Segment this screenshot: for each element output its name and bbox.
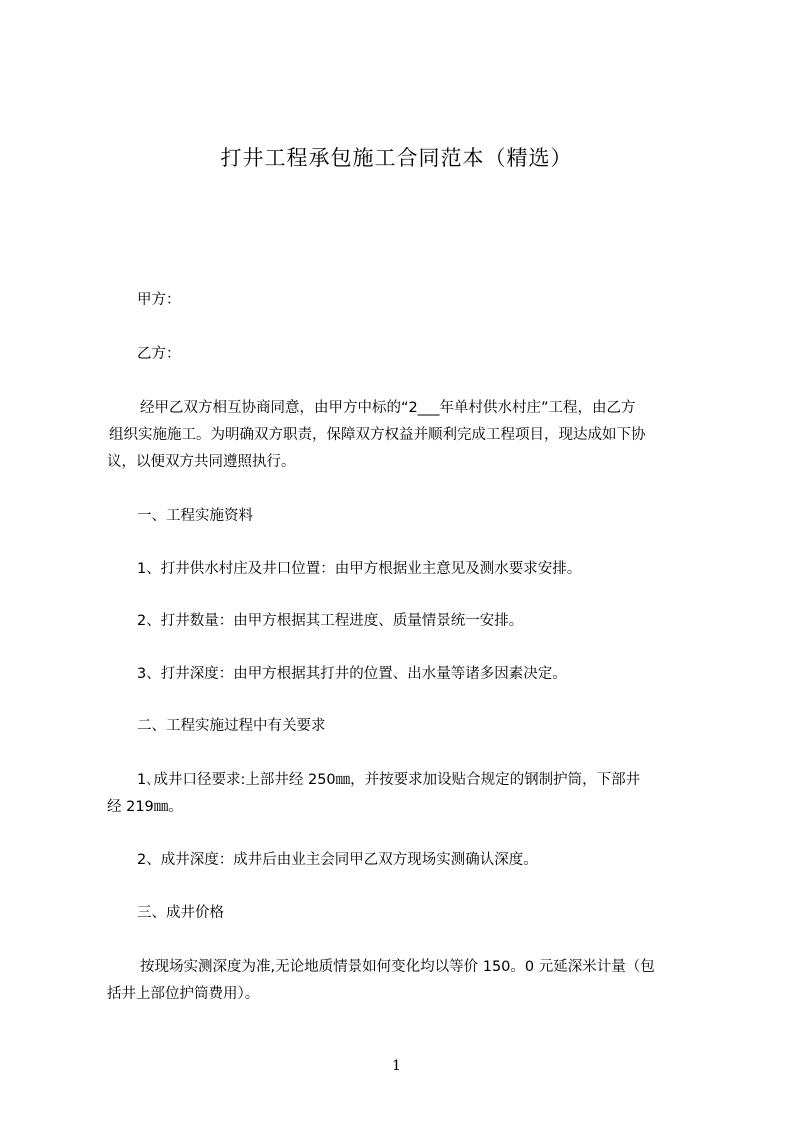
section-2-heading: 二、工程实施过程中有关要求	[137, 718, 326, 734]
document-title: 打井工程承包施工合同范本（精选）	[220, 146, 573, 170]
section-3-item-1-line-2: 括井上部位护筒费用）。	[107, 986, 260, 1002]
section-3-item-1-line-1: 按现场实测深度为准,无论地质情景如何变化均以等价 150。0 元延深米计量（包	[140, 959, 655, 975]
intro-paragraph-line-3: 议，以便双方共同遵照执行。	[107, 454, 296, 470]
section-1-item-2: 2、打井数量：由甲方根据其工程进度、质量情景统一安排。	[137, 613, 524, 629]
section-2-item-1-line-1: 1､成井口径要求:上部井经 250㎜，并按要求加设贴合规定的钢制护筒，下部井	[137, 772, 641, 788]
party-b-label: 乙方：	[137, 346, 181, 362]
section-2-item-2: 2、成井深度：成井后由业主会同甲乙双方现场实测确认深度。	[137, 852, 538, 868]
page-number: 1	[392, 1058, 401, 1074]
party-a-label: 甲方：	[137, 292, 181, 308]
section-2-item-1-line-2: 经 219㎜。	[107, 799, 183, 815]
section-3-heading: 三、成井价格	[137, 905, 224, 921]
section-1-item-3: 3、打井深度：由甲方根据其打井的位置、出水量等诸多因素决定。	[137, 666, 567, 682]
intro-paragraph-line-2: 组织实施施工。为明确双方职责，保障双方权益并顺利完成工程项目，现达成如下协	[109, 427, 646, 443]
section-1-item-1: 1、打井供水村庄及井口位置：由甲方根据业主意见及测水要求安排。	[137, 561, 582, 577]
intro-paragraph-line-1: 经甲乙双方相互协商同意，由甲方中标的“2___年单村供水村庄”工程，由乙方	[140, 400, 636, 416]
section-1-heading: 一、工程实施资料	[137, 508, 253, 524]
